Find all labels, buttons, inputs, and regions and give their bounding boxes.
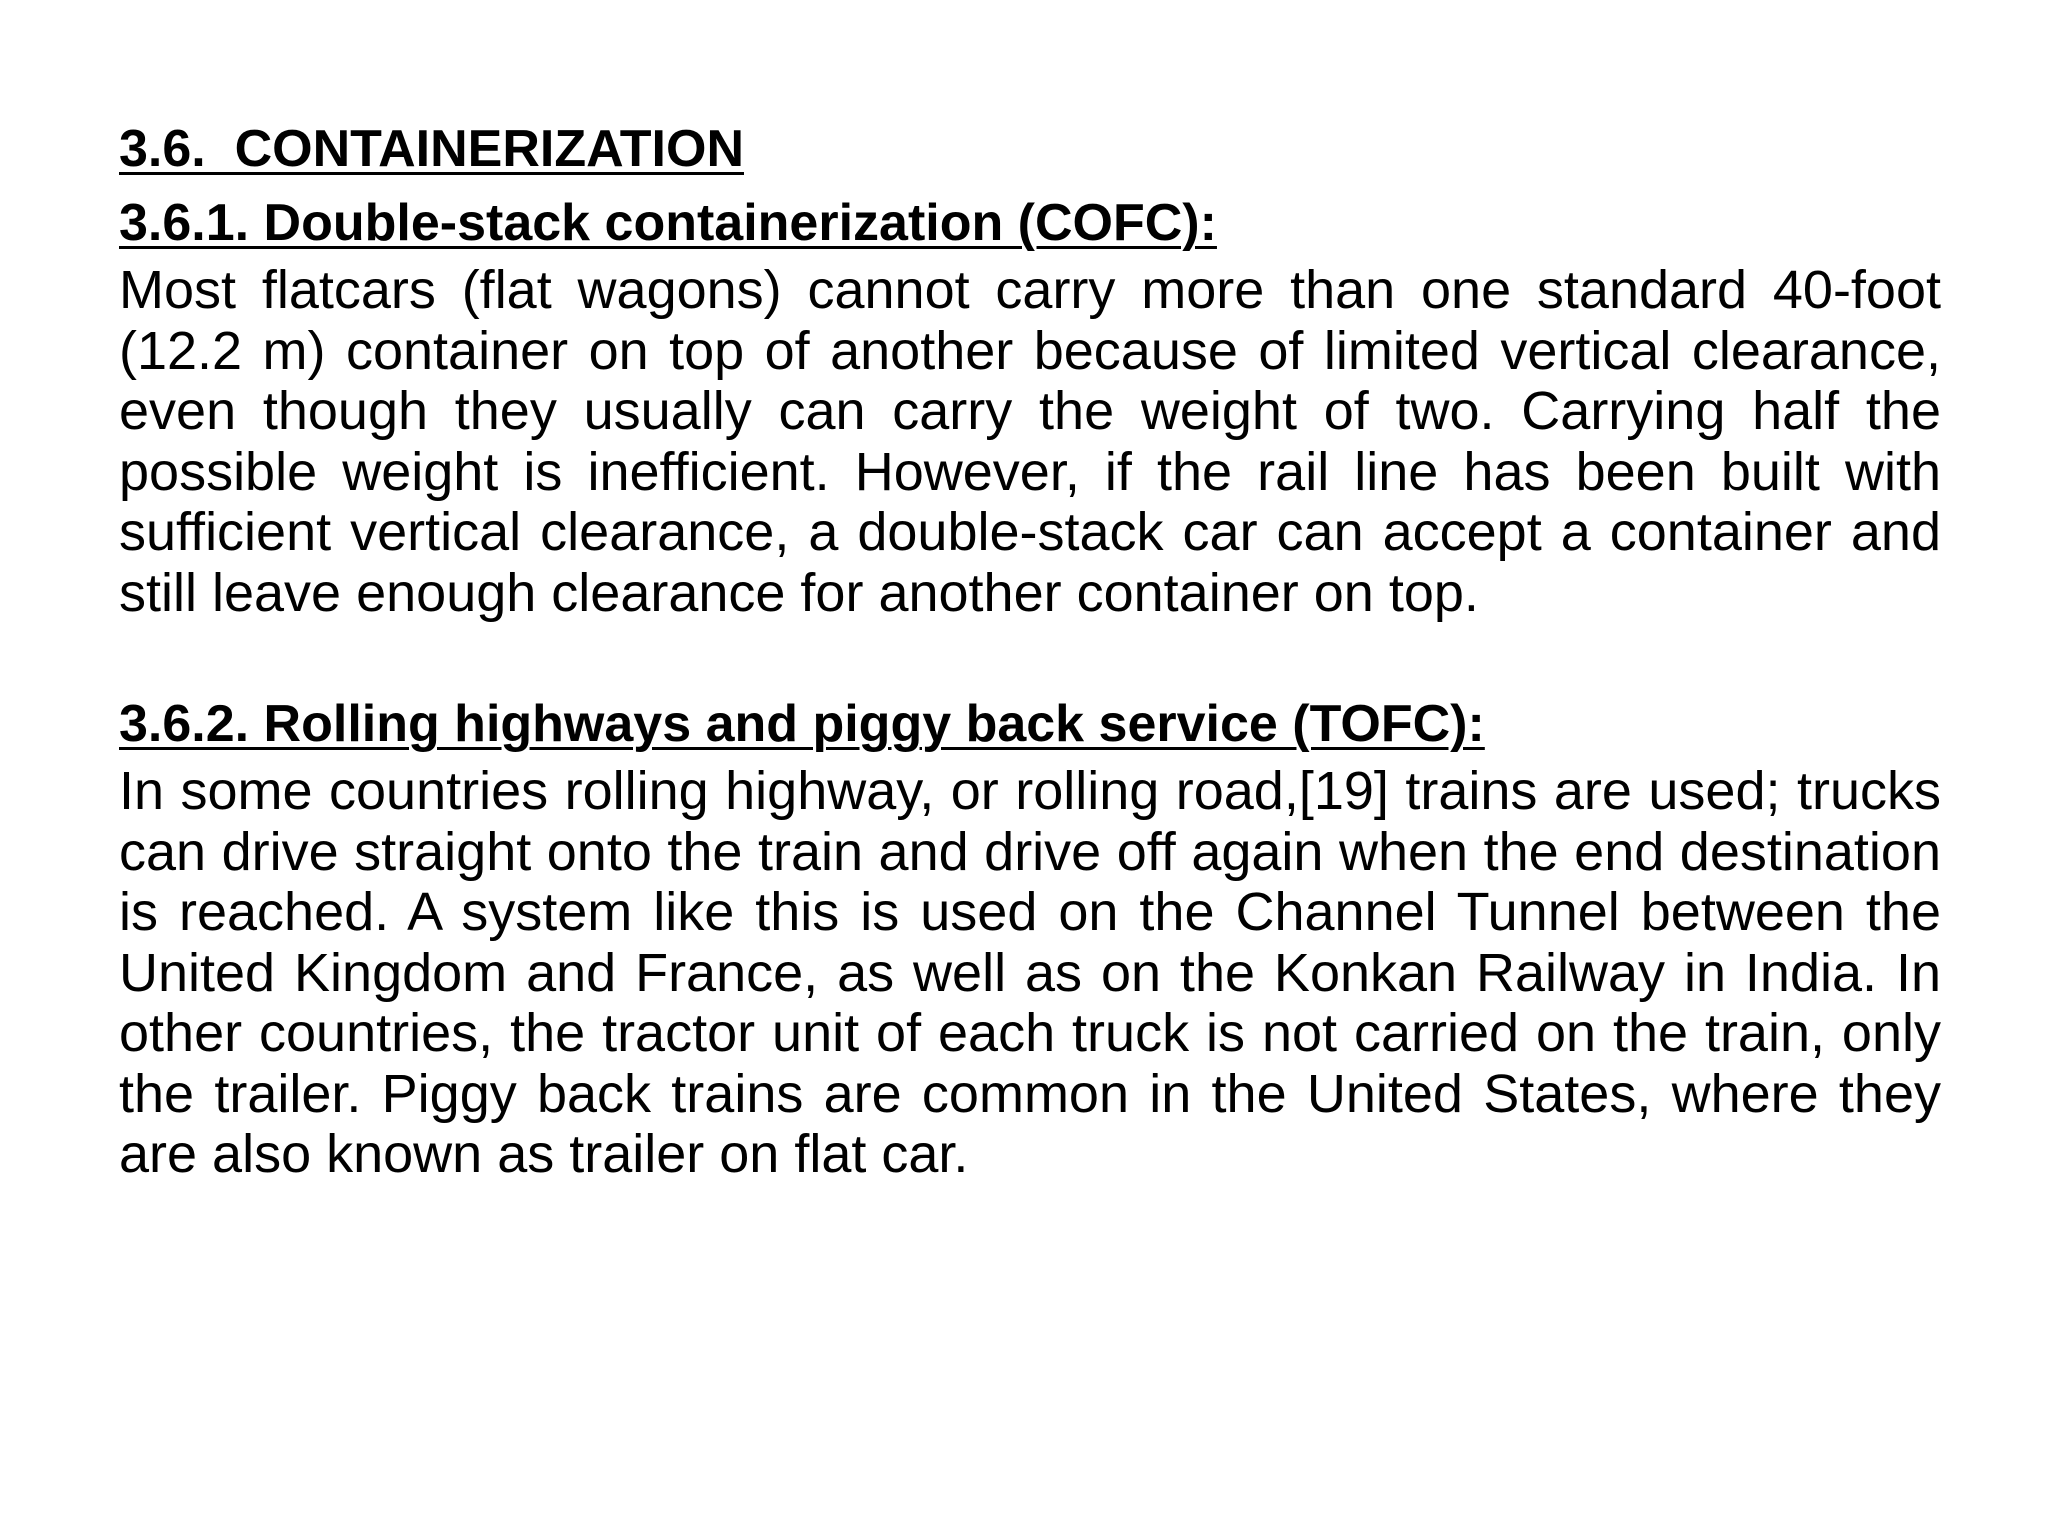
slide-content bbox=[119, 112, 1941, 1185]
section-spacer bbox=[119, 623, 1941, 687]
subsection-heading-rolling-highways: 3.6.2. Rolling highways and piggy back service (TOFC): bbox=[119, 695, 1485, 753]
subsection-heading-double-stack: 3.6.1. Double-stack containerization (COFC): bbox=[119, 194, 1217, 252]
paragraph-rolling-highways: In some countries rolling highway, or rolling road,[19] trains are used; trucks can drive straight onto the train and drive off again when the end destination is reached. A system like this is used on the Channel Tunnel between the United Kingdom and France, as well as on the Konkan Railway in India. In other countries, the tractor unit of each truck is not carried on the train, only the trailer. Piggy back trains are common in the United States, where they are also known as trailer on flat car. bbox=[119, 761, 1941, 1184]
section-heading: 3.6. CONTAINERIZATION bbox=[119, 120, 744, 178]
paragraph-double-stack: Most flatcars (flat wagons) cannot carry more than one standard 40-foot (12.2 m) container on top of another because of limited vertical clearance, even though they usually can carry the weight of two. Carrying half the possible weight is inefficient. However, if the rail line has been built with sufficient vertical clearance, a double-stack car can accept a container and still leave enough clearance for another container on top. bbox=[119, 260, 1941, 623]
